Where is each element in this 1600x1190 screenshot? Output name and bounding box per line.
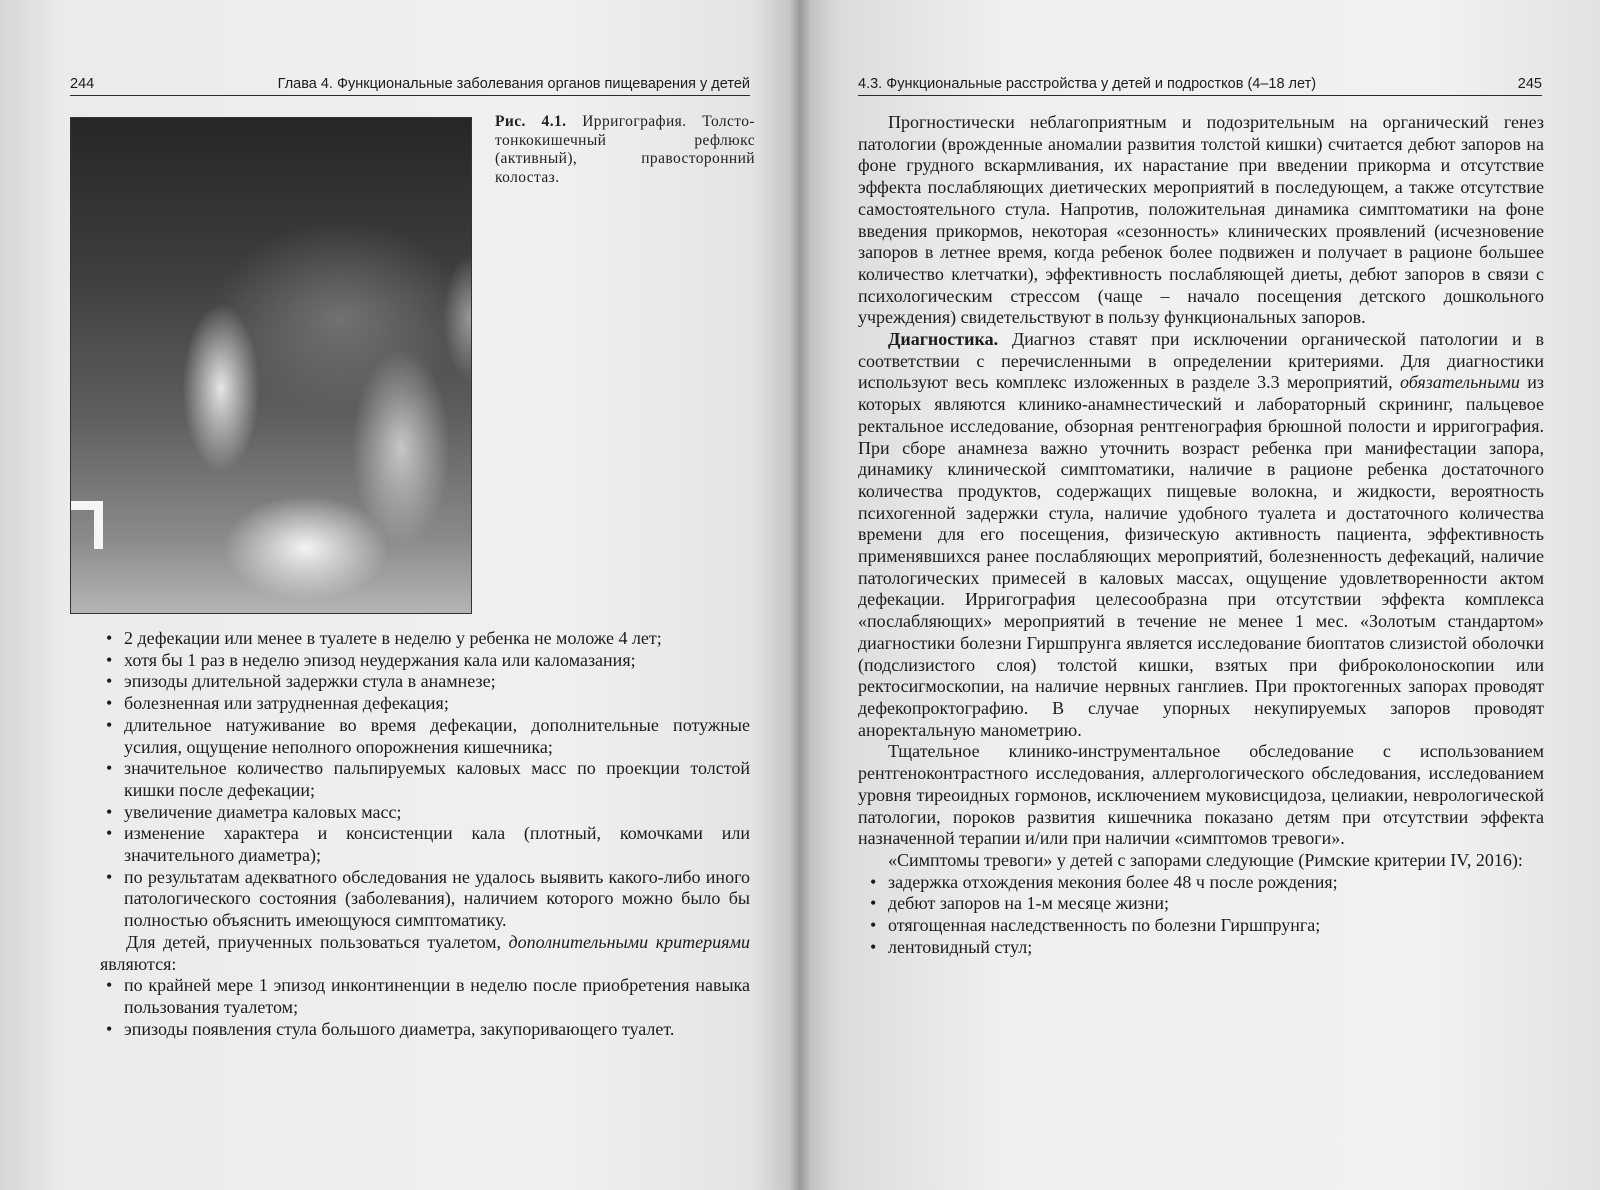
- paragraph-diagnostics: Диагностика. Диагноз ставят при исключении органической патологии и в соответствии с перечисленными в определении критериями. Для диагностики используют весь комплекс изложенных в разделе 3.3 мероприятий, обязательными из которых являются клинико-анамнестический и лабораторный скрининг, пальцевое ректальное исследование, обзорная рентгенография брюшной полости и ирригография. При сборе анамнеза важно уточнить возраст ребенка при манифестации запора, динамику клинической симптоматики, наличие в рационе ребенка достаточного количества продуктов, содержащих пищевые волокна, и жидкости, вероятность психогенной задержки стула, наличие удобного туалета и достаточного количества времени для его посещения, физическую активность пациента, эффективность применявшихся ранее послабляющих мероприятий, болезненность дефекаций, наличие патологических примесей в каловых массах, ощущение удовлетворенности актом дефекации. Ирригография целесообразна при отсутствии эффекта комплекса «послабляющих» мероприятий в течение не менее 1 мес. «Золотым стандартом» диагностики болезни Гиршпрунга является исследование биоптатов слизистой оболочки (подслизистого слоя) толстой кишки, взятых при фиброколоноскопии или ректосигмоскопии, на наличие нервных ганглиев. При проктогенных запорах проводят дефекопроктографию. В случае упорных некупируемых запоров проводят аноректальную манометрию.: [858, 329, 1545, 740]
- xray-image: [70, 117, 472, 614]
- book-spine: [790, 0, 810, 1190]
- figure-caption-text: Ирригография. Толсто-тонкокишечный рефлюкс (активный), правосторонний колостаз.: [495, 113, 755, 186]
- list-item: • задержка отхождения мекония более 48 ч после рождения;: [864, 872, 1544, 894]
- section-heading: Диагностика.: [888, 329, 999, 350]
- right-running-header: [858, 76, 1542, 96]
- list-item: • лентовидный стул;: [864, 937, 1544, 959]
- right-header-title: 4.3. Функциональные расстройства у детей и подростков (4–18 лет): [858, 76, 1317, 92]
- list-item: • изменение характера и консистенции кала (плотный, комочками или значительного диаметра);: [100, 823, 750, 866]
- list-item: • эпизоды появления стула большого диаметра, закупоривающего туалет.: [100, 1019, 750, 1041]
- criteria-list: [100, 628, 750, 932]
- additional-criteria-list: [100, 975, 750, 1040]
- figure-caption: [495, 113, 755, 187]
- list-item: • увеличение диаметра каловых масс;: [100, 802, 750, 824]
- list-item: • длительное натуживание во время дефекации, дополнительные потужные усилия, ощущение неполного опорожнения кишечника;: [100, 715, 750, 758]
- figure-label: Рис. 4.1.: [495, 113, 567, 130]
- right-page: [800, 0, 1600, 1190]
- left-running-header: [70, 76, 750, 96]
- left-page-number: 244: [70, 76, 95, 92]
- list-item: • дебют запоров на 1-м месяце жизни;: [864, 893, 1544, 915]
- list-item: • значительное количество пальпируемых каловых масс по проекции толстой кишки после дефекации;: [100, 758, 750, 801]
- list-item: • болезненная или затрудненная дефекация;: [100, 693, 750, 715]
- paragraph-examination: Тщательное клинико-инструментальное обследование с использованием рентгеноконтрастного исследования, аллергологического обследования, исследованием уровня тиреоидных гормонов, исключением муковисцидоза, целиакии, неврологической патологии, пороков развития кишечника показано детям при отсутствии эффекта назначенной терапии и/или при наличии «симптомов тревоги».: [858, 741, 1544, 849]
- list-item: • 2 дефекации или менее в туалете в неделю у ребенка не моложе 4 лет;: [100, 628, 750, 650]
- list-item: • хотя бы 1 раз в неделю эпизод неудержания кала или каломазания;: [100, 650, 750, 672]
- additional-criteria-intro: Для детей, приученных пользоваться туалетом, дополнительными критериями являются:: [100, 931, 750, 974]
- list-item: • по результатам адекватного обследования не удалось выявить какого-либо иного патологического состояния (заболевания), наличием которого можно было бы полностью объяснить имеющуюся симптоматику.: [100, 867, 750, 932]
- list-item: • по крайней мере 1 эпизод инконтиненции в неделю после приобретения навыка пользования туалетом;: [100, 975, 750, 1018]
- right-body: [858, 112, 1544, 958]
- xray-marker: [71, 501, 103, 549]
- right-page-number: 245: [1517, 76, 1542, 92]
- left-header-title: Глава 4. Функциональные заболевания органов пищеварения у детей: [277, 76, 750, 92]
- list-item: • эпизоды длительной задержки стула в анамнезе;: [100, 671, 750, 693]
- paragraph-prognosis: Прогностически неблагоприятным и подозрительным на органический генез патологии (врожденные аномалии развития толстой кишки) считается дебют запоров на фоне грудного вскармливания, их нарастание при введении прикорма и отсутствие эффекта послабляющих диетических мероприятий в последующем, а также отсутствие самостоятельного стула. Напротив, положительная динамика симптоматики на фоне введения прикормов, некоторая «сезонность» клинических проявлений (исчезновение запоров в летнее время, когда ребенок более подвижен и получает в рационе большее количество клетчатки), эффективность послабляющей диеты, дебют запоров в связи с психологическим стрессом (чаще – начало посещения детского дошкольного учреждения) свидетельствуют в пользу функциональных запоров.: [858, 112, 1544, 328]
- left-body: [100, 628, 750, 1040]
- paragraph-alarm-intro: «Симптомы тревоги» у детей с запорами следующие (Римские критерии IV, 2016):: [888, 849, 1523, 870]
- list-item: • отягощенная наследственность по болезни Гиршпрунга;: [864, 915, 1544, 937]
- alarm-symptoms-list: [864, 872, 1544, 959]
